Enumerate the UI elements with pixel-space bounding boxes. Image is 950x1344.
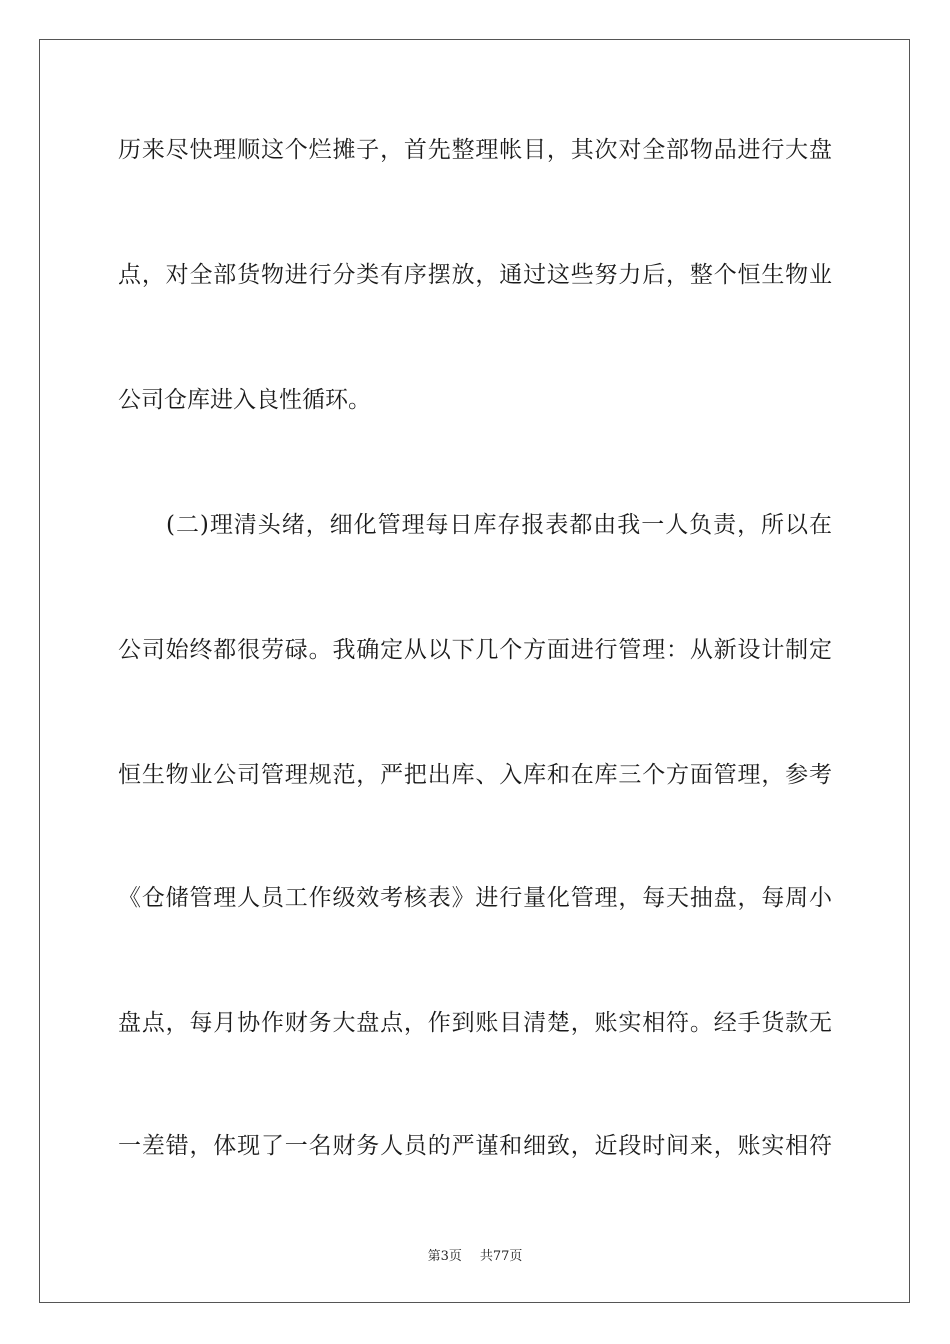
paragraph-2-line-6: 一差错，体现了一名财务人员的严谨和细致，近段时间来，账实相符 (118, 1133, 832, 1159)
paragraph-2-line-5: 盘点，每月协作财务大盘点，作到账目清楚，账实相符。经手货款无 (118, 1010, 832, 1036)
page-number-current: 第3页 (427, 1249, 462, 1264)
paragraph-2-line-3: 恒生物业公司管理规范，严把出库、入库和在库三个方面管理，参考 (118, 762, 832, 788)
paragraph-2-line-2: 公司始终都很劳碌。我确定从以下几个方面进行管理：从新设计制定 (118, 637, 832, 663)
paragraph-2-line-1: (二)理清头绪，细化管理每日库存报表都由我一人负责，所以在 (166, 512, 832, 538)
page-footer (0, 1248, 950, 1266)
paragraph-1-line-2: 点，对全部货物进行分类有序摆放，通过这些努力后，整个恒生物业 (118, 262, 832, 288)
page-border (39, 39, 910, 1303)
paragraph-2-line-4: 《仓储管理人员工作级效考核表》进行量化管理，每天抽盘，每周小 (118, 885, 832, 911)
page-number-total: 共77页 (479, 1249, 523, 1264)
paragraph-1-line-3: 公司仓库进入良性循环。 (118, 387, 371, 413)
paragraph-1-line-1: 历来尽快理顺这个烂摊子，首先整理帐目，其次对全部物品进行大盘 (118, 137, 832, 163)
